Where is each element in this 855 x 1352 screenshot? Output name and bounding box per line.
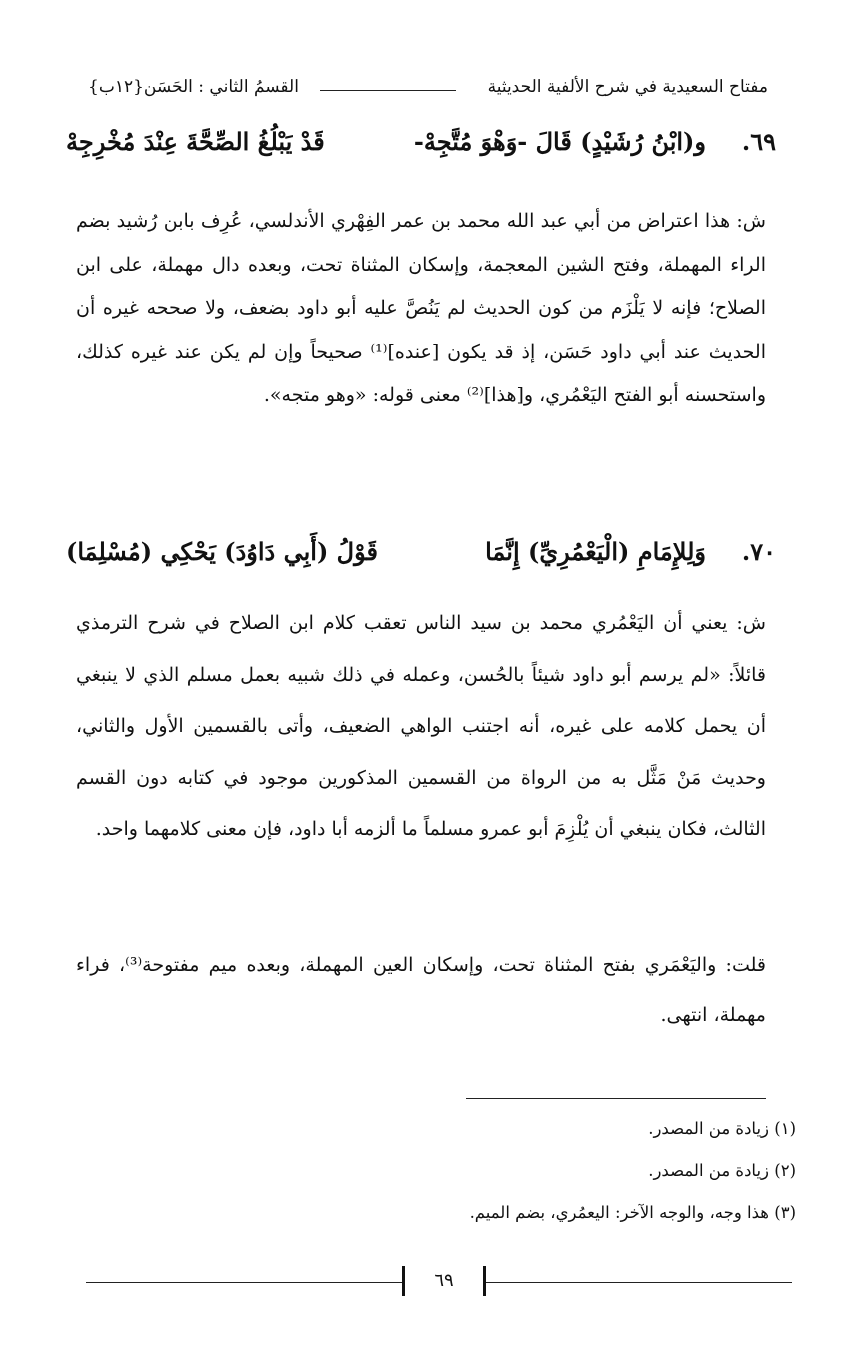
verse-hemistich-first: و(ابْنُ رُشَيْدٍ) قَالَ -وَهْوَ مُتَّجِهْ- (413, 127, 706, 156)
verse-number: ٦٩. (741, 127, 776, 156)
verse-hemistich-second: قَوْلُ (أَبِي دَاوُدَ) يَحْكِي (مُسْلِمَا) (66, 537, 378, 566)
section-title: القسمُ الثاني : الحَسَن{١٢ب} (88, 77, 299, 97)
footnotes (200, 1108, 796, 1234)
footer-rule-right (486, 1282, 792, 1283)
footer-rule-left (86, 1282, 402, 1283)
page-footer (86, 1266, 792, 1296)
commentary-paragraph-2: ش: يعني أن اليَعْمُري محمد بن سيد الناس تعقب كلام ابن الصلاح في شرح الترمذي قائلاً: «لم يرسم أبو داود شيئاً بالحُسن، وعمله في ذلك شبيه بعمل مسلم الذي لا ينبغي أن يحمل كلامه على غيره، أنه اجتنب الواهي الضعيف، وأتى بالقسمين الأول والثاني، وحديث مَنْ مَثَّل به من الرواة من القسمين المذكورين موجود في كتابه دون القسم الثالث، فكان ينبغي أن يُلْزِمَ أبو عمرو مسلماً ما ألزمه أبا داود، فإن معنى كلامهما واحد. (76, 612, 766, 840)
verse-hemistich-second: قَدْ يَبْلُغُ الصِّحَّةَ عِنْدَ مُخْرِجِهْ (66, 127, 325, 156)
verse-70 (66, 530, 776, 574)
verse-69 (66, 120, 776, 164)
verse-number: ٧٠. (741, 537, 776, 566)
footnote-divider (466, 1098, 766, 1099)
commentary-paragraph-1: ش: هذا اعتراض من أبي عبد الله محمد بن عمر الفِهْري الأندلسي، عُرِف بابن رُشيد بضم الراء المهملة، وفتح الشين المعجمة، وإسكان المثناة تحت، وبعده دال مهملة، على ابن الصلاح؛ فإنه لا يَلْزَم من كون الحديث لم يَنُصَّ عليه أبو داود بضعف، ولا صححه غيره أن الحديث عند أبي داود حَسَن، إذ قد يكون [عنده]⁽¹⁾ صحيحاً وإن لم يكن عند غيره كذلك، واستحسنه أبو الفتح اليَعْمُري، و[هذا]⁽²⁾ معنى قوله: «وهو متجه». (76, 210, 766, 406)
page-number: ٦٩ (402, 1266, 486, 1296)
footnote-3: (٣) هذا وجه، والوجه الآخر: اليعمُري، بضم الميم. (469, 1203, 796, 1222)
commentary-paragraph-3: قلت: واليَعْمَري بفتح المثناة تحت، وإسكان العين المهملة، وبعده ميم مفتوحة⁽³⁾، فراء مهملة، انتهى. (76, 954, 766, 1026)
footnote-1: (١) زيادة من المصدر. (648, 1119, 796, 1138)
header-rule (320, 90, 456, 91)
book-title: مفتاح السعيدية في شرح الألفية الحديثية (487, 77, 768, 97)
running-header (88, 72, 768, 102)
footnote-2: (٢) زيادة من المصدر. (648, 1161, 796, 1180)
verse-hemistich-first: وَلِلإِمَامِ (الْيَعْمُرِيِّ) إِنَّمَا (485, 537, 706, 566)
